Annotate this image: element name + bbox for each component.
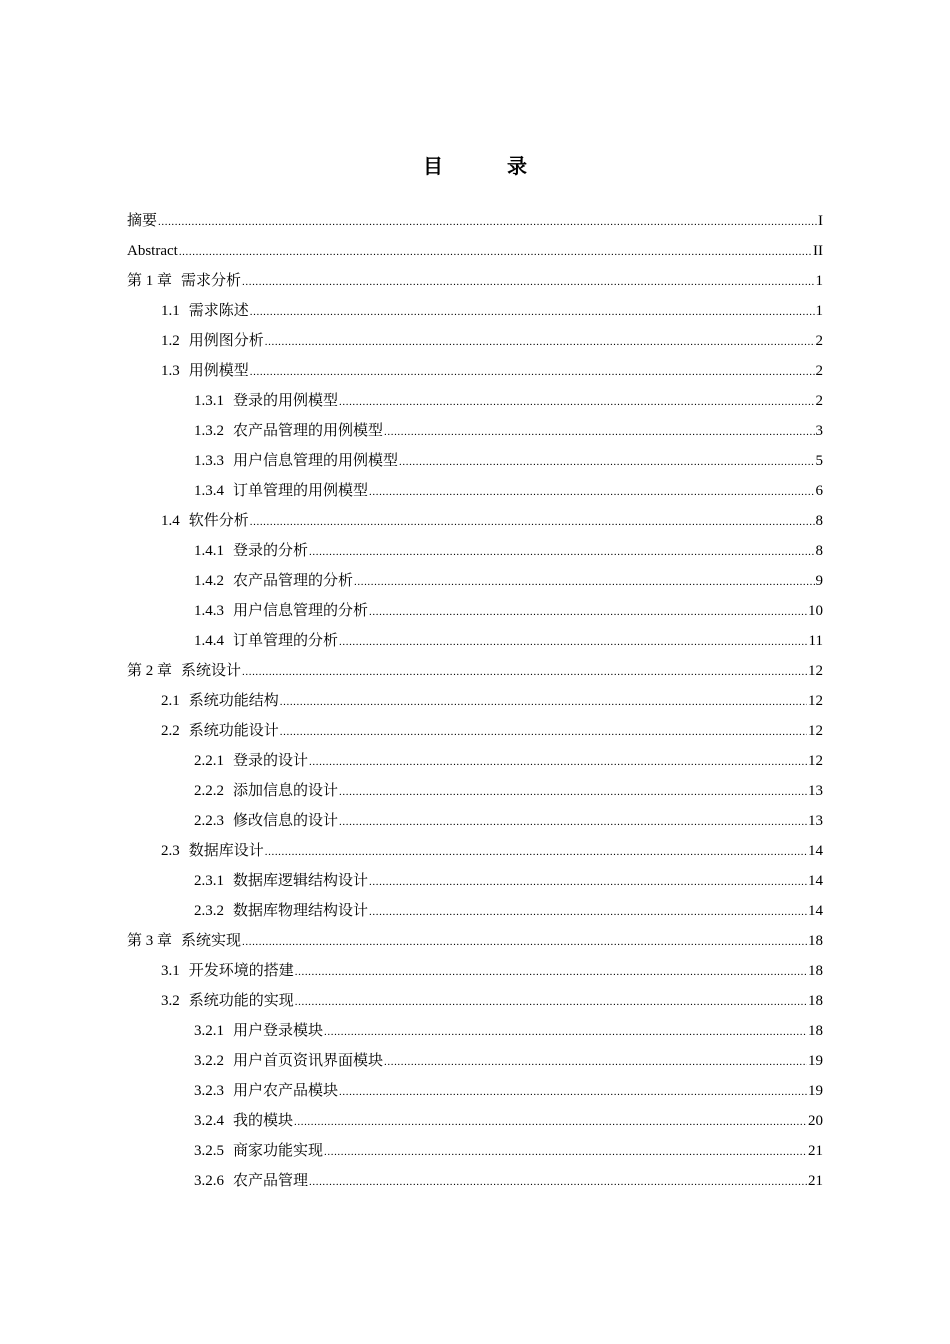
toc-entry-title: 系统功能结构 [188, 693, 279, 709]
toc-entry-number: 2.3 [161, 843, 180, 859]
toc-entry-title: 登录的用例模型 [233, 393, 339, 409]
toc-entry[interactable] [127, 1166, 823, 1196]
dot-leader [369, 897, 807, 927]
toc-entry[interactable] [127, 386, 823, 416]
dot-leader [324, 1017, 807, 1047]
dot-leader [242, 267, 814, 297]
toc-entry[interactable] [127, 1136, 823, 1166]
dot-leader [280, 687, 807, 717]
dot-leader [339, 777, 807, 807]
toc-entry-title: 需求陈述 [188, 303, 249, 319]
toc-entry-number: 第 3 章 [127, 933, 173, 949]
toc-title: 目 录 [423, 154, 549, 178]
toc-entry-title: 登录的设计 [233, 753, 309, 769]
toc-entry-number: 1.4.1 [194, 543, 224, 559]
toc-entry-number: 1.3.3 [194, 453, 224, 469]
toc-entry-page: 14 [808, 873, 823, 889]
toc-entry-page: II [813, 243, 823, 259]
toc-entry-page: 12 [808, 723, 823, 739]
toc-entry[interactable] [127, 626, 823, 656]
toc-entry[interactable] [127, 986, 823, 1016]
toc-entry-number: 3.2.3 [194, 1083, 224, 1099]
toc-entry[interactable] [127, 686, 823, 716]
dot-leader [250, 297, 815, 327]
dot-leader [369, 597, 807, 627]
toc-entry[interactable] [127, 506, 823, 536]
toc-entry-page: 8 [815, 543, 823, 559]
toc-entry-title: 添加信息的设计 [233, 783, 339, 799]
toc-entry-page: 19 [808, 1053, 823, 1069]
toc-entry-title: 开发环境的搭建 [188, 963, 294, 979]
toc-entry-title: 我的模块 [233, 1113, 294, 1129]
toc-entry-page: 14 [808, 903, 823, 919]
toc-entry-page: 12 [808, 663, 823, 679]
toc-entry[interactable] [127, 266, 823, 296]
toc-entry-title: 系统功能设计 [188, 723, 279, 739]
toc-entry[interactable] [127, 746, 823, 776]
dot-leader [339, 1077, 807, 1107]
dot-leader [158, 207, 817, 237]
toc-entry-page: 14 [808, 843, 823, 859]
toc-entry-page: 8 [815, 513, 823, 529]
toc-entry-page: 21 [808, 1173, 823, 1189]
toc-entry[interactable] [127, 1016, 823, 1046]
toc-entry-title: 订单管理的用例模型 [233, 483, 369, 499]
toc-entry-number: 第 1 章 [127, 273, 173, 289]
toc-entry-number: 2.2 [161, 723, 180, 739]
toc-entry[interactable] [127, 1076, 823, 1106]
toc-entry-page: 12 [808, 753, 823, 769]
dot-leader [295, 987, 807, 1017]
toc-entry[interactable] [127, 236, 823, 266]
dot-leader [295, 957, 807, 987]
dot-leader [384, 1047, 807, 1077]
toc-entry-number: 1.1 [161, 303, 180, 319]
toc-entry-title: 用例图分析 [188, 333, 264, 349]
toc-entry-page: 18 [808, 963, 823, 979]
toc-entry-page: 10 [808, 603, 823, 619]
toc-entry-title: 用户农产品模块 [233, 1083, 339, 1099]
toc-entry[interactable] [127, 566, 823, 596]
toc-entry-page: 12 [808, 693, 823, 709]
toc-entry[interactable] [127, 1106, 823, 1136]
toc-entry-title: 摘要 [127, 213, 158, 229]
dot-leader [369, 867, 807, 897]
toc-entry[interactable] [127, 416, 823, 446]
toc-entry-title: 用户信息管理的分析 [233, 603, 369, 619]
toc-entry-number: 1.3 [161, 363, 180, 379]
toc-entry-title: 商家功能实现 [233, 1143, 324, 1159]
toc-entry-page: 11 [808, 633, 823, 649]
toc-entry-number: 1.4 [161, 513, 180, 529]
dot-leader [369, 477, 814, 507]
toc-entry[interactable] [127, 716, 823, 746]
toc-entry-title: 用户信息管理的用例模型 [233, 453, 399, 469]
dot-leader [399, 447, 814, 477]
toc-entry-number: 3.2 [161, 993, 180, 1009]
toc-entry-title: 农产品管理 [233, 1173, 309, 1189]
toc-entry-page: 6 [815, 483, 823, 499]
toc-entry-number: 3.1 [161, 963, 180, 979]
toc-entry-page: 18 [808, 993, 823, 1009]
toc-entry-title: 修改信息的设计 [233, 813, 339, 829]
toc-entry[interactable] [127, 326, 823, 356]
toc-entry-number: 第 2 章 [127, 663, 173, 679]
dot-leader [265, 327, 815, 357]
dot-leader [309, 1167, 807, 1197]
toc-entry-title: 需求分析 [181, 273, 242, 289]
toc-entry-page: 3 [815, 423, 823, 439]
toc-entry-number: 1.4.3 [194, 603, 224, 619]
toc-entry-number: 3.2.2 [194, 1053, 224, 1069]
toc-entry[interactable] [127, 296, 823, 326]
dot-leader [294, 1107, 807, 1137]
toc-entry-title: 订单管理的分析 [233, 633, 339, 649]
toc-entry-number: 2.2.1 [194, 753, 224, 769]
toc-entry[interactable] [127, 596, 823, 626]
toc-entry-number: 2.3.1 [194, 873, 224, 889]
toc-entry[interactable] [127, 926, 823, 956]
toc-entry[interactable] [127, 476, 823, 506]
toc-entry-number: 3.2.5 [194, 1143, 224, 1159]
toc-entry-page: 18 [808, 933, 823, 949]
dot-leader [339, 627, 808, 657]
dot-leader [354, 567, 814, 597]
toc-entry[interactable] [127, 806, 823, 836]
toc-entry-number: 2.2.2 [194, 783, 224, 799]
dot-leader [179, 237, 812, 267]
toc-entry-number: 1.4.4 [194, 633, 224, 649]
toc-list [127, 206, 823, 1196]
toc-entry-page: 20 [808, 1113, 823, 1129]
toc-entry-page: 21 [808, 1143, 823, 1159]
toc-entry-page: 5 [815, 453, 823, 469]
toc-entry[interactable] [127, 536, 823, 566]
dot-leader [250, 507, 815, 537]
toc-entry-number: 3.2.1 [194, 1023, 224, 1039]
toc-entry[interactable] [127, 356, 823, 386]
toc-entry[interactable] [127, 776, 823, 806]
dot-leader [280, 717, 807, 747]
dot-leader [309, 537, 814, 567]
toc-entry-title: 系统功能的实现 [188, 993, 294, 1009]
toc-entry-title: 农产品管理的分析 [233, 573, 354, 589]
toc-entry[interactable] [127, 1046, 823, 1076]
toc-entry-page: 19 [808, 1083, 823, 1099]
dot-leader [384, 417, 814, 447]
dot-leader [309, 747, 807, 777]
toc-entry-number: 1.3.4 [194, 483, 224, 499]
toc-entry[interactable] [127, 866, 823, 896]
toc-entry[interactable] [127, 956, 823, 986]
toc-entry-page: I [818, 213, 823, 229]
toc-entry-title: Abstract [127, 243, 178, 259]
toc-entry-title: 用户登录模块 [233, 1023, 324, 1039]
toc-entry-title: 数据库物理结构设计 [233, 903, 369, 919]
toc-entry-number: 1.3.2 [194, 423, 224, 439]
toc-entry-number: 2.2.3 [194, 813, 224, 829]
dot-leader [250, 357, 815, 387]
toc-entry-title: 软件分析 [188, 513, 249, 529]
toc-entry-title: 数据库逻辑结构设计 [233, 873, 369, 889]
dot-leader [339, 387, 814, 417]
toc-entry-number: 3.2.4 [194, 1113, 224, 1129]
toc-entry-title: 农产品管理的用例模型 [233, 423, 384, 439]
dot-leader [242, 927, 807, 957]
toc-entry-number: 2.3.2 [194, 903, 224, 919]
toc-entry-page: 13 [808, 783, 823, 799]
toc-entry[interactable] [127, 896, 823, 926]
dot-leader [339, 807, 807, 837]
toc-entry-title: 数据库设计 [188, 843, 264, 859]
toc-entry-number: 1.2 [161, 333, 180, 349]
toc-entry-title: 系统实现 [181, 933, 242, 949]
toc-entry[interactable] [127, 836, 823, 866]
toc-entry-title: 用户首页资讯界面模块 [233, 1053, 384, 1069]
toc-entry[interactable] [127, 446, 823, 476]
toc-entry-number: 1.3.1 [194, 393, 224, 409]
toc-entry-page: 2 [815, 333, 823, 349]
toc-entry-page: 2 [815, 393, 823, 409]
toc-entry-title: 系统设计 [181, 663, 242, 679]
toc-entry-page: 9 [815, 573, 823, 589]
toc-entry-number: 2.1 [161, 693, 180, 709]
toc-entry-page: 2 [815, 363, 823, 379]
toc-entry[interactable] [127, 206, 823, 236]
toc-entry-title: 用例模型 [188, 363, 249, 379]
toc-entry-page: 18 [808, 1023, 823, 1039]
toc-entry-page: 13 [808, 813, 823, 829]
toc-entry[interactable] [127, 656, 823, 686]
toc-entry-title: 登录的分析 [233, 543, 309, 559]
dot-leader [242, 657, 807, 687]
toc-entry-number: 1.4.2 [194, 573, 224, 589]
dot-leader [324, 1137, 807, 1167]
toc-entry-page: 1 [815, 303, 823, 319]
toc-entry-number: 3.2.6 [194, 1173, 224, 1189]
toc-entry-page: 1 [815, 273, 823, 289]
dot-leader [265, 837, 807, 867]
